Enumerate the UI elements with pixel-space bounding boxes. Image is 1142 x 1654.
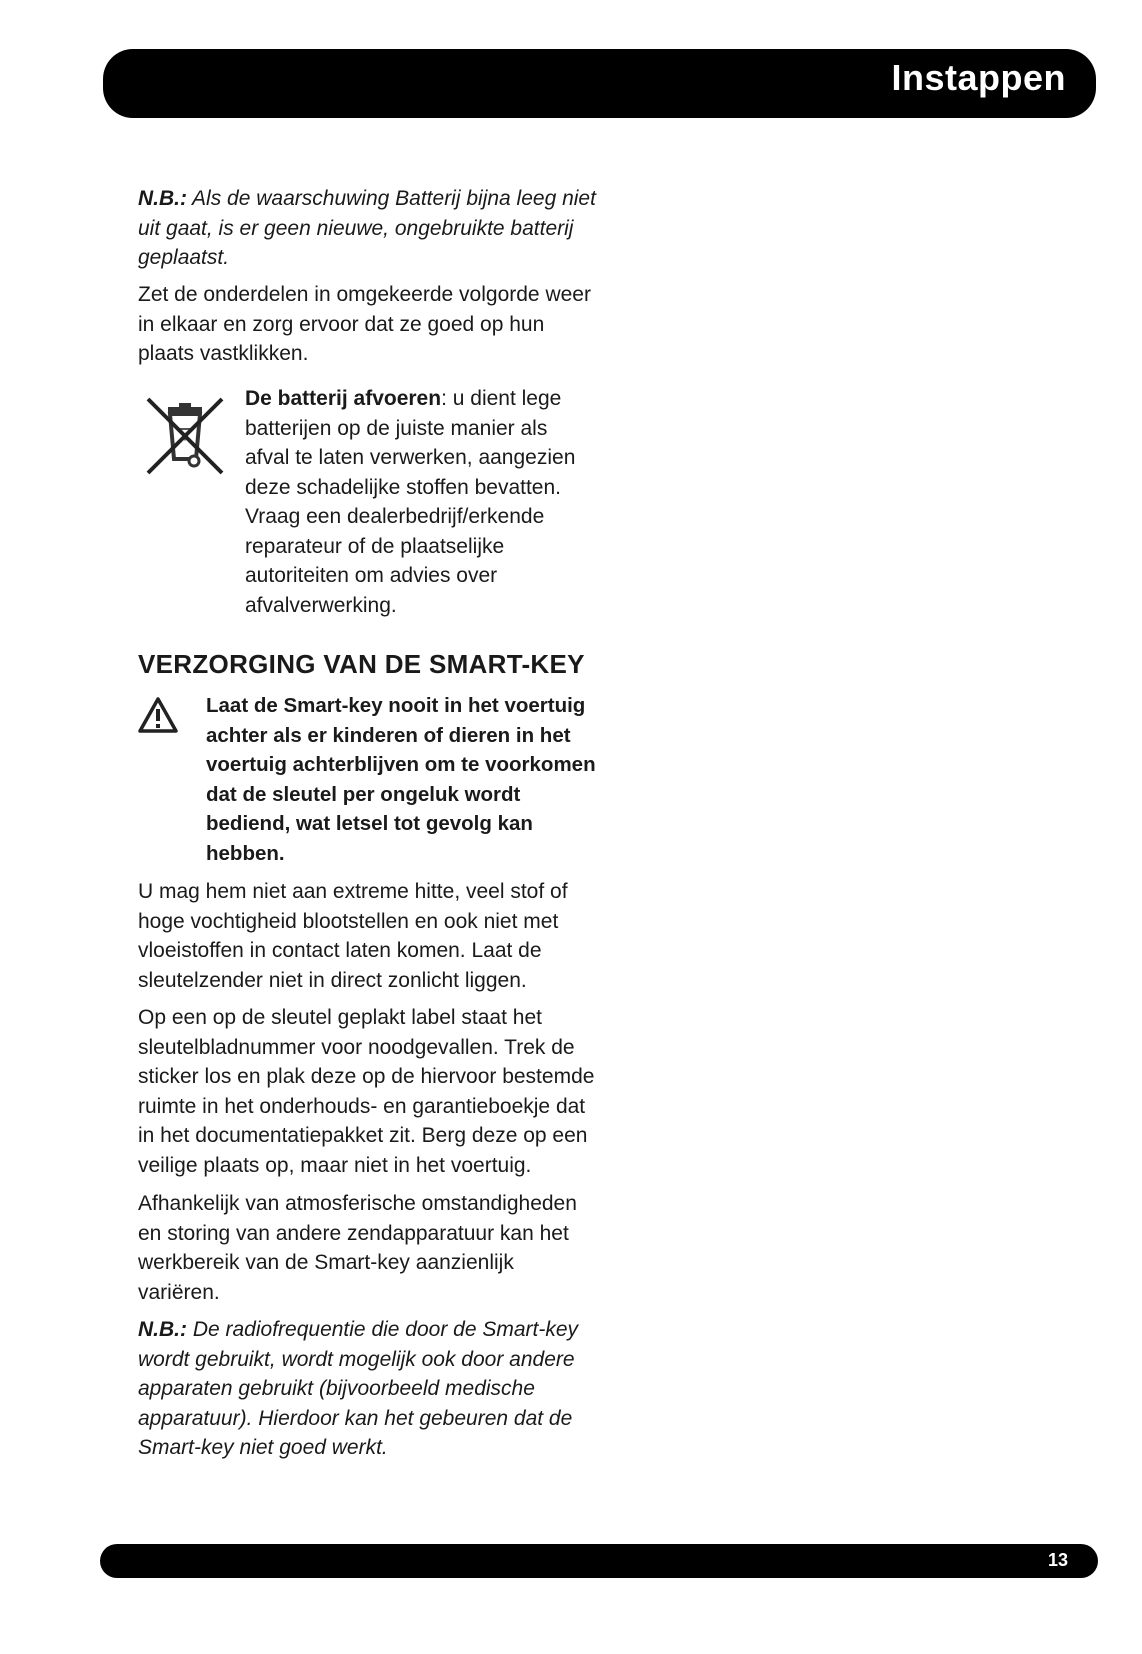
- disposal-paragraph: [245, 384, 595, 620]
- paragraph-range: [138, 1189, 596, 1307]
- note-text: De radiofrequentie die door de Smart-key wordt gebruikt, wordt mogelijk ook door andere apparaten gebruikt (bijvoorbeeld medische apparatuur). Hierdoor kan het gebeuren dat de Smart-key niet goed werkt.: [138, 1318, 579, 1459]
- warning-triangle-icon: [137, 696, 179, 734]
- page-section-title: Instappen: [891, 57, 1066, 98]
- warning-text: Laat de Smart-key nooit in het voertuig achter als er kinderen of dieren in het voertuig achterblijven om te voorkomen dat de sleutel per ongeluk wordt bediend, wat letsel tot gevolg kan hebben.: [206, 694, 596, 865]
- paragraph-reassemble: [138, 280, 596, 369]
- crossed-out-wheelie-bin-icon: [142, 393, 226, 477]
- paragraph-label: [138, 1003, 596, 1180]
- paragraph-reassemble-text: Zet de onderdelen in omgekeerde volgorde weer in elkaar en zorg ervoor dat ze goed op hun plaats vastklikken.: [138, 283, 591, 365]
- section-heading: VERZORGING VAN DE SMART-KEY: [138, 649, 585, 679]
- paragraph-care: [138, 877, 596, 995]
- disposal-text: : u dient lege batterijen op de juiste manier als afval te laten verwerken, aangezien deze schadelijke stoffen bevatten. Vraag een dealerbedrijf/erkende reparateur of de plaatselijke autoriteiten om advies over afvalverwerking.: [245, 387, 576, 617]
- paragraph-range-text: Afhankelijk van atmosferische omstandigheden en storing van andere zendapparatuur kan het werkbereik van de Smart-key aanzienlijk variëren.: [138, 1192, 577, 1304]
- note-label: N.B.:: [138, 187, 187, 210]
- footer-bar: [100, 1544, 1098, 1578]
- header-bar: [103, 49, 1096, 118]
- disposal-label: De batterij afvoeren: [245, 387, 442, 410]
- note-label: N.B.:: [138, 1318, 187, 1341]
- note-text: Als de waarschuwing Batterij bijna leeg niet uit gaat, is er geen nieuwe, ongebruikte batterij geplaatst.: [138, 187, 596, 269]
- note-battery-warning: [138, 184, 596, 273]
- paragraph-care-text: U mag hem niet aan extreme hitte, veel stof of hoge vochtigheid blootstellen en ook niet met vloeistoffen in contact laten komen. Laat de sleutelzender niet in direct zonlicht liggen.: [138, 880, 568, 992]
- paragraph-label-text: Op een op de sleutel geplakt label staat het sleutelbladnummer voor noodgevallen. Trek de sticker los en plak deze op de hiervoor bestemde ruimte in het onderhouds- en garantieboekje dat in het documentatiepakket zit. Berg deze op een veilige plaats op, maar niet in het voertuig.: [138, 1006, 595, 1177]
- note-radio-frequency: [138, 1315, 596, 1463]
- page-number: 13: [1047, 1550, 1068, 1570]
